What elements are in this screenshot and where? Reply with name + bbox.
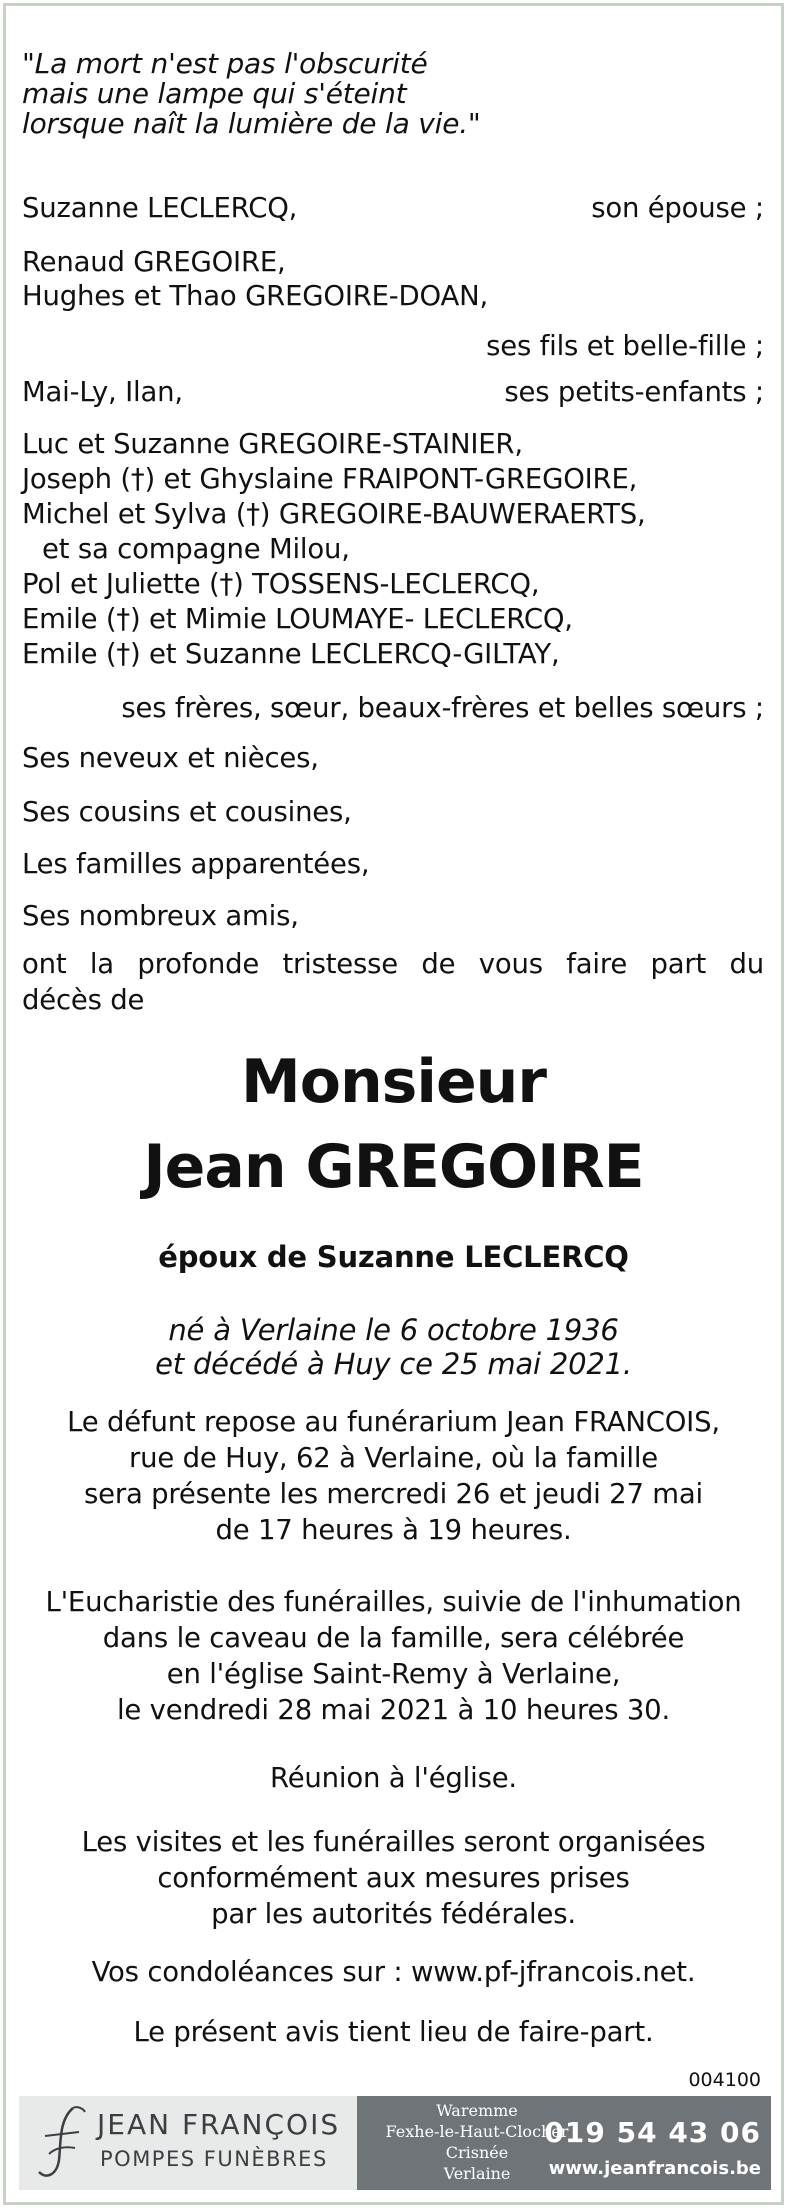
funeral-home-brand: JEAN FRANÇOIS — [97, 2108, 341, 2141]
related-families: Les familles apparentées, — [22, 848, 370, 880]
announcement-line-2: décès de — [22, 984, 145, 1016]
sibling-6: Emile (†) et Mimie LOUMAYE- LECLERCQ, — [22, 603, 573, 635]
repose-line-2: rue de Huy, 62 à Verlaine, où la famille — [129, 1442, 658, 1474]
sibling-1: Luc et Suzanne GREGOIRE-STAINIER, — [22, 428, 523, 460]
sibling-7: Emile (†) et Suzanne LECLERCQ-GILTAY, — [22, 638, 560, 670]
location-3: Crisnée — [445, 2143, 509, 2162]
repose-line-4: de 17 heures à 19 heures. — [215, 1514, 572, 1546]
deceased-title: Monsieur — [241, 1047, 546, 1117]
obituary-frame — [3, 3, 784, 2205]
siblings-role: ses frères, sœur, beaux-frères et belles sœurs ; — [121, 692, 764, 724]
death-line: et décédé à Huy ce 25 mai 2021. — [155, 1347, 632, 1381]
jf-monogram-logo — [29, 2102, 93, 2184]
website-link[interactable]: www.jeanfrancois.be — [548, 2158, 761, 2179]
son-1: Renaud GREGOIRE, — [22, 246, 286, 278]
grandchildren-names: Mai-Ly, Ilan, — [22, 376, 183, 408]
sibling-4: et sa compagne Milou, — [42, 533, 350, 565]
visits-line-2: conformément aux mesures prises — [157, 1862, 630, 1894]
eucharist-line-3: en l'église Saint-Remy à Verlaine, — [166, 1658, 621, 1690]
deceased-name: Jean GREGOIRE — [143, 1132, 644, 1202]
spouse-name: Suzanne LECLERCQ, — [22, 192, 298, 224]
funeral-home-subtitle: POMPES FUNÈBRES — [100, 2147, 328, 2171]
visits-line-3: par les autorités fédérales. — [211, 1898, 576, 1930]
reunion-line: Réunion à l'église. — [270, 1762, 517, 1794]
location-2: Fexhe-le-Haut-Clocher — [385, 2122, 569, 2141]
quote-line-1: "La mort n'est pas l'obscurité — [22, 47, 428, 80]
eucharist-line-4: le vendredi 28 mai 2021 à 10 heures 30. — [116, 1694, 671, 1726]
announcement-line-1: ont la profonde tristesse de vous faire part du — [22, 948, 764, 980]
condolences-line: Vos condoléances sur : www.pf-jfrancois.net. — [91, 1956, 696, 1988]
eucharist-line-1: L'Eucharistie des funérailles, suivie de l'inhumation — [45, 1586, 742, 1618]
funeral-home-banner — [19, 2096, 771, 2190]
birth-line: né à Verlaine le 6 octobre 1936 — [168, 1313, 619, 1347]
repose-line-3: sera présente les mercredi 26 et jeudi 27 mai — [84, 1478, 703, 1510]
repose-line-1: Le défunt repose au funérarium Jean FRANCOIS, — [67, 1406, 720, 1438]
location-1: Waremme — [436, 2101, 518, 2120]
eucharist-line-2: dans le caveau de la famille, sera célébrée — [102, 1622, 685, 1654]
obituary-content — [6, 6, 781, 2202]
sons-role: ses fils et belle-fille ; — [486, 330, 764, 362]
sibling-5: Pol et Juliette (†) TOSSENS-LECLERCQ, — [22, 568, 540, 600]
friends: Ses nombreux amis, — [22, 900, 299, 932]
sibling-3: Michel et Sylva (†) GREGOIRE-BAUWERAERTS, — [22, 498, 646, 530]
sibling-2: Joseph (†) et Ghyslaine FRAIPONT-GREGOIRE, — [22, 463, 638, 495]
quote-line-3: lorsque naît la lumière de la vie." — [22, 107, 481, 140]
logo-panel — [19, 2096, 357, 2190]
grandchildren-role: ses petits-enfants ; — [504, 376, 764, 408]
visits-line-1: Les visites et les funérailles seront organisées — [81, 1826, 706, 1858]
nephews-nieces: Ses neveux et nièces, — [22, 742, 319, 774]
phone-number: 019 54 43 06 — [544, 2116, 761, 2149]
deceased-spouse-of: époux de Suzanne LECLERCQ — [158, 1240, 629, 1274]
spouse-role: son épouse ; — [591, 192, 764, 224]
son-2: Hughes et Thao GREGOIRE-DOAN, — [22, 280, 488, 312]
cousins: Ses cousins et cousines, — [22, 796, 352, 828]
reference-number: 004100 — [688, 2069, 761, 2091]
quote-line-2: mais une lampe qui s'éteint — [22, 77, 407, 110]
location-4: Verlaine — [443, 2164, 511, 2183]
notice-line: Le présent avis tient lieu de faire-part. — [133, 2016, 654, 2048]
